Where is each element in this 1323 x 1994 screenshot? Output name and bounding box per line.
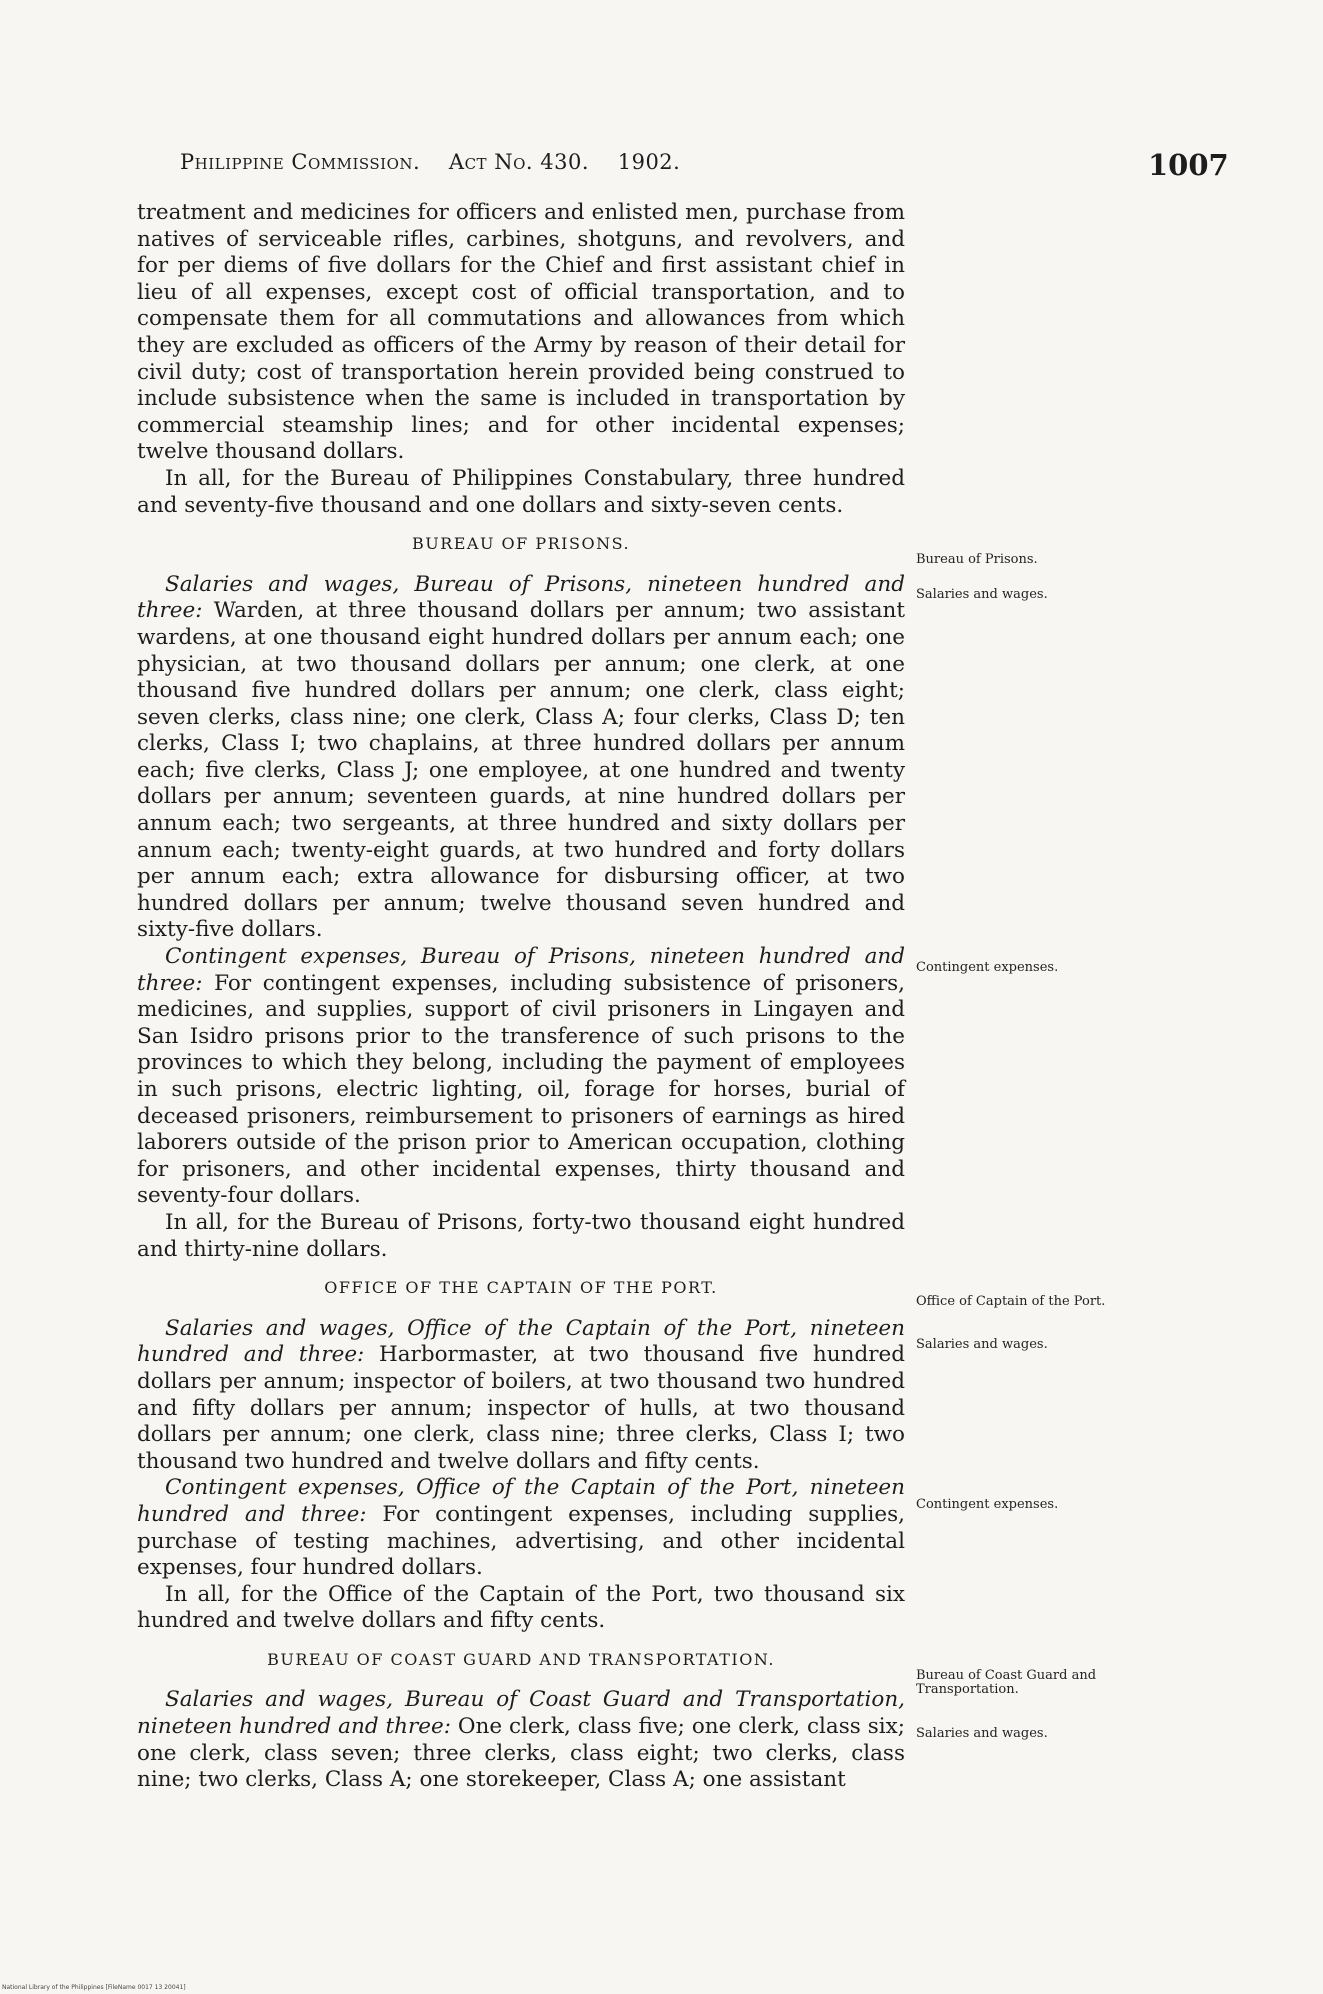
paragraph-port-total: In all, for the Office of the Captain of the Port, two thousand six hundred and twelve dollars and fifty cents. [137, 1581, 905, 1634]
paragraph-prisons-contingent [137, 944, 905, 1210]
text-prisons-salaries: Warden, at three thousand dollars per annum; two assistant wardens, at one thousand eight hundred dollars per annum each; one physician, at two thousand dollars per annum; one clerk, at one thousand five hundred dollars per annum; one clerk, class eight; seven clerks, class nine; one clerk, Class A; four clerks, Class D; ten clerks, Class I; two chaplains, at three hundred dollars per annum each; five clerks, Class J; one employee, at one hundred and twenty dollars per annum; seventeen guards, at nine hundred dollars per annum each; two sergeants, at three hundred and sixty dollars per annum each; twenty-eight guards, at two hundred and forty dollars per annum each; extra allowance for disbursing officer, at two hundred dollars per annum; twelve thousand seven hundred and sixty-five dollars. [137, 598, 905, 943]
margin-note-prisons: Bureau of Prisons. [916, 552, 1038, 567]
lead-coast-guard-salaries: Salaries and wages, Bureau of Coast Guard and Transportation, nineteen hundred and three: [137, 1687, 905, 1740]
paragraph-constabulary-total: In all, for the Bureau of Philippines Constabulary, three hundred and seventy-five thousand and one dollars and sixty-seven cents. [137, 465, 905, 518]
header-commission: Philippine Commission. [180, 150, 421, 174]
scan-footer: National Library of the Philippines [FileName 0017 13 20041] [2, 1984, 186, 1991]
running-head [180, 150, 900, 174]
margin-note-port-salaries: Salaries and wages. [916, 1337, 1048, 1352]
text-prisons-contingent: For contingent expenses, including subsistence of prisoners, medicines, and supplies, support of civil prisoners in Lingayen and San Isidro prisons prior to the transference of such prisons to the provinces to which they belong, including the payment of employees in such prisons, electric lighting, oil, forage for horses, burial of deceased prisoners, reimbursement to prisoners of earnings as hired laborers outside of the prison prior to American occupation, clothing for prisoners, and other incidental expenses, thirty thousand and seventy-four dollars. [137, 970, 905, 1209]
margin-note-prisons-salaries: Salaries and wages. [916, 587, 1048, 602]
paragraph-constabulary-expenses: treatment and medicines for officers and enlisted men, purchase from natives of serviceable rifles, carbines, shotguns, and revolvers, and for per diems of five dollars for the Chief and first assistant chief in lieu of all expenses, except cost of official transportation, and to compensate them for all commutations and allowances from which they are excluded as officers of the Army by reason of their detail for civil duty; cost of transportation herein provided being construed to include subsistence when the same is included in transportation by commercial steamship lines; and for other incidental expenses; twelve thousand dollars. [137, 200, 905, 465]
section-heading-port: OFFICE OF THE CAPTAIN OF THE PORT. [324, 1278, 718, 1298]
section-heading-prisons: BUREAU OF PRISONS. [411, 534, 631, 554]
lead-port-contingent: Contingent expenses, Office of the Captain of the Port, nineteen hundred and three: [137, 1475, 905, 1527]
margin-note-port: Office of Captain of the Port. [916, 1294, 1106, 1309]
paragraph-prisons-total: In all, for the Bureau of Prisons, forty-two thousand eight hundred and thirty-nine dollars. [137, 1209, 905, 1262]
text-port-contingent: For contingent expenses, including supplies, purchase of testing machines, advertising, and other incidental expenses, four hundred dollars. [137, 1501, 905, 1581]
page-number: 1007 [1148, 148, 1229, 182]
text-port-salaries: Harbormaster, at two thousand five hundred dollars per annum; inspector of boilers, at two thousand two hundred and fifty dollars per annum; inspector of hulls, at two thousand dollars per annum; one clerk, class nine; three clerks, Class I; two thousand two hundred and twelve dollars and fifty cents. [137, 1342, 906, 1474]
paragraph-coast-guard-salaries [137, 1687, 905, 1793]
text-coast-guard-salaries: One clerk, class five; one clerk, class six; one clerk, class seven; three clerks, class eight; two clerks, class nine; two clerks, Class A; one storekeeper, Class A; one assistant [137, 1714, 905, 1793]
margin-note-coast-guard-salaries: Salaries and wages. [916, 1726, 1048, 1741]
paragraph-prisons-salaries [137, 572, 905, 944]
paragraph-port-salaries [137, 1316, 905, 1476]
header-act: Act No. 430. [448, 150, 590, 174]
section-heading-coast-guard: BUREAU OF COAST GUARD AND TRANSPORTATION. [267, 1649, 775, 1669]
margin-note-coast-guard: Bureau of Coast Guard and Transportation. [916, 1668, 1097, 1697]
lead-prisons-contingent: Contingent expenses, Bureau of Prisons, nineteen hundred and three: [137, 944, 905, 996]
paragraph-port-contingent [137, 1475, 905, 1581]
body-text [137, 200, 905, 1794]
header-year: 1902. [617, 150, 681, 174]
margin-note-prisons-contingent: Contingent expenses. [916, 960, 1059, 975]
lead-port-salaries: Salaries and wages, Office of the Captain of the Port, nineteen hundred and three: [137, 1315, 905, 1368]
lead-prisons-salaries: Salaries and wages, Bureau of Prisons, nineteen hundred and three: [137, 571, 905, 624]
margin-note-port-contingent: Contingent expenses. [916, 1497, 1059, 1512]
